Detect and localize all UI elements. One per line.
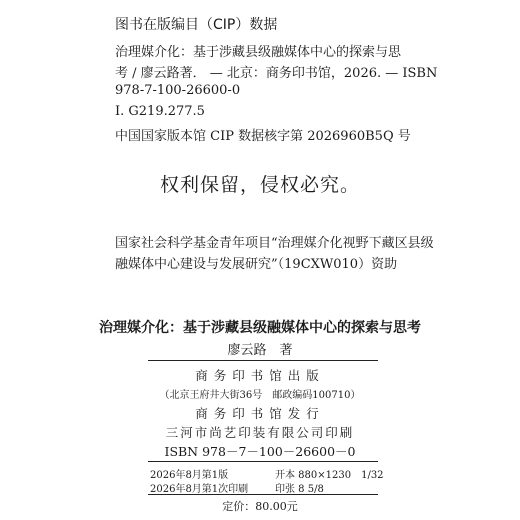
cip-line-1: 治理媒介化：基于涉藏县级融媒体中心的探索与思 <box>115 45 402 60</box>
cip-line-5: 中国国家版本馆 CIP 数据核字第 2026960B5Q 号 <box>115 129 411 144</box>
cip-line-2: 考 / 廖云路著． — 北京：商务印书馆，2026. — ISBN <box>115 66 438 81</box>
book-author: 廖云路 著 <box>227 343 293 358</box>
cip-heading: 图书在版编目（CIP）数据 <box>115 17 278 33</box>
isbn: ISBN 978－7－100－26600－0 <box>164 444 356 459</box>
fund-line-2: 融媒体中心建设与发展研究”（19CXW010）资助 <box>115 257 398 272</box>
first-print: 2026年8月第1次印刷 <box>150 484 249 495</box>
distributor: 商务印书馆发行 <box>195 406 325 421</box>
divider-bottom <box>148 494 378 495</box>
book-title: 治理媒介化：基于涉藏县级融媒体中心的探索与思考 <box>99 320 421 336</box>
publisher-name: 商务印书馆出版 <box>195 368 325 383</box>
cip-line-4: Ⅰ. G219.277.5 <box>115 104 205 119</box>
first-edition: 2026年8月第1版 <box>150 470 229 481</box>
printer: 三河市尚艺印装有限公司印刷 <box>165 425 355 440</box>
cip-line-3: 978-7-100-26600-0 <box>115 83 241 98</box>
page-format: 开本 880×1230 1/32 <box>275 470 384 481</box>
fund-line-1: 国家社会科学基金青年项目“治理媒介化视野下藏区县级 <box>115 236 434 251</box>
price: 定价：80.00元 <box>222 500 298 513</box>
print-sheets: 印张 8 5/8 <box>275 484 324 495</box>
divider-top <box>148 360 378 361</box>
rights-statement: 权利保留，侵权必究。 <box>159 174 360 196</box>
divider-mid <box>148 461 378 462</box>
publisher-address: （北京王府井大街36号 邮政编码100710） <box>159 390 361 401</box>
